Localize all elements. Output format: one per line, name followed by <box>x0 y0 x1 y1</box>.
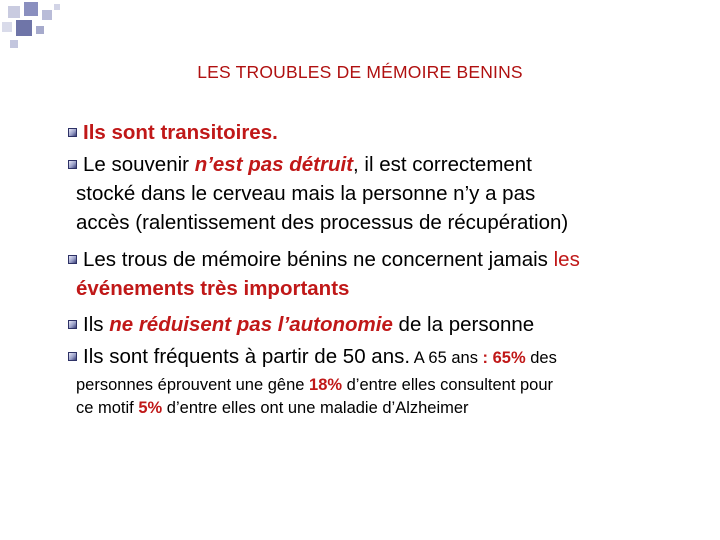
bullet-frequents-line3: ce motif 5% d’entre elles ont une maladie d’Alzheimer <box>76 399 469 417</box>
bullet-souvenir-line2: stocké dans le cerveau mais la personne n’y a pas <box>76 182 536 205</box>
bullet-souvenir-line3: accès (ralentissement des processus de récupération) <box>76 211 569 234</box>
stat-65-percent: : 65% <box>482 349 526 367</box>
square-bullet-icon <box>68 320 77 329</box>
bullet-souvenir: Le souvenir n’est pas détruit, il est correctement <box>68 153 532 177</box>
square-bullet-icon <box>68 160 77 169</box>
stat-5-percent: 5% <box>138 399 163 417</box>
bullet-frequents: Ils sont fréquents à partir de 50 ans. A 65 ans : 65% des <box>68 345 557 370</box>
bullet-autonomie: Ils ne réduisent pas l’autonomie de la personne <box>68 313 534 337</box>
stat-18-percent: 18% <box>309 376 343 394</box>
bullet-trous-memoire: Les trous de mémoire bénins ne concernent jamais les <box>68 248 580 272</box>
corner-decoration <box>0 0 720 60</box>
slide-title: LES TROUBLES DE MÉMOIRE BENINS <box>197 62 523 82</box>
bullet-trous-memoire-line2: événements très importants <box>76 277 350 300</box>
square-bullet-icon <box>68 352 77 361</box>
square-bullet-icon <box>68 128 77 137</box>
square-bullet-icon <box>68 255 77 264</box>
bullet-transitoires: Ils sont transitoires. <box>68 121 278 145</box>
highlight-pas-detruit: n’est pas détruit <box>194 153 354 176</box>
bullet-frequents-line2: personnes éprouvent une gêne 18% d’entre elles consultent pour <box>76 376 554 394</box>
highlight-autonomie: ne réduisent pas l’autonomie <box>109 313 393 336</box>
